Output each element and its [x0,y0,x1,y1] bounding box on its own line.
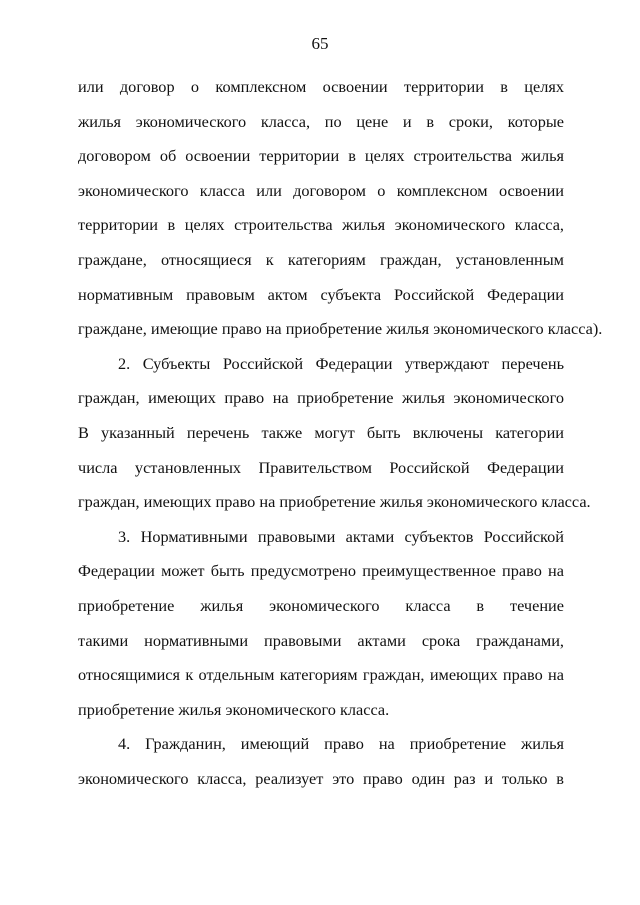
text-line: Федерации может быть предусмотрено преимущественное право на [78,561,564,581]
text-line: граждан, имеющих право на приобретение жилья экономического [78,388,564,408]
text-line: или договор о комплексном освоении территории в целях [78,77,564,96]
text-line: экономического класса или договором о комплексном освоении [78,180,564,200]
paragraph-start-line: 3. Нормативными правовыми актами субъектов Российской [118,526,564,546]
text-line: жилья экономического класса, по цене и в сроки, которые [78,111,564,131]
text-line: нормативным правовым актом субъекта Российской Федерации [78,284,564,304]
text-line: территории в целях строительства жилья экономического класса, [78,215,564,235]
text-line: граждан, имеющих право на приобретение жилья экономического класса. [78,492,591,512]
text-line: граждане, имеющие право на приобретение жилья экономического класса). [78,319,603,339]
text-line: числа установленных Правительством Российской Федерации [78,457,564,477]
text-line: такими нормативными правовыми актами срока гражданами, [78,630,564,650]
page-number: 65 [311,34,329,53]
text-line: приобретение жилья экономического класса. [78,699,390,719]
text-line: договором об освоении территории в целях строительства жилья [78,146,564,166]
paragraph-start-line: 4. Гражданин, имеющий право на приобретение жилья [118,734,564,754]
text-line: приобретение жилья экономического класса в течение [78,595,564,615]
text-line: экономического класса, реализует это право один раз и только в [78,768,564,788]
document-body [78,70,603,796]
text-line: В указанный перечень также могут быть включены категории [78,422,564,442]
paragraph-start-line: 2. Субъекты Российской Федерации утверждают перечень [118,353,564,373]
text-line: относящимися к отдельным категориям граждан, имеющих право на [78,665,564,685]
text-line: граждане, относящиеся к категориям граждан, установленным [78,249,564,269]
